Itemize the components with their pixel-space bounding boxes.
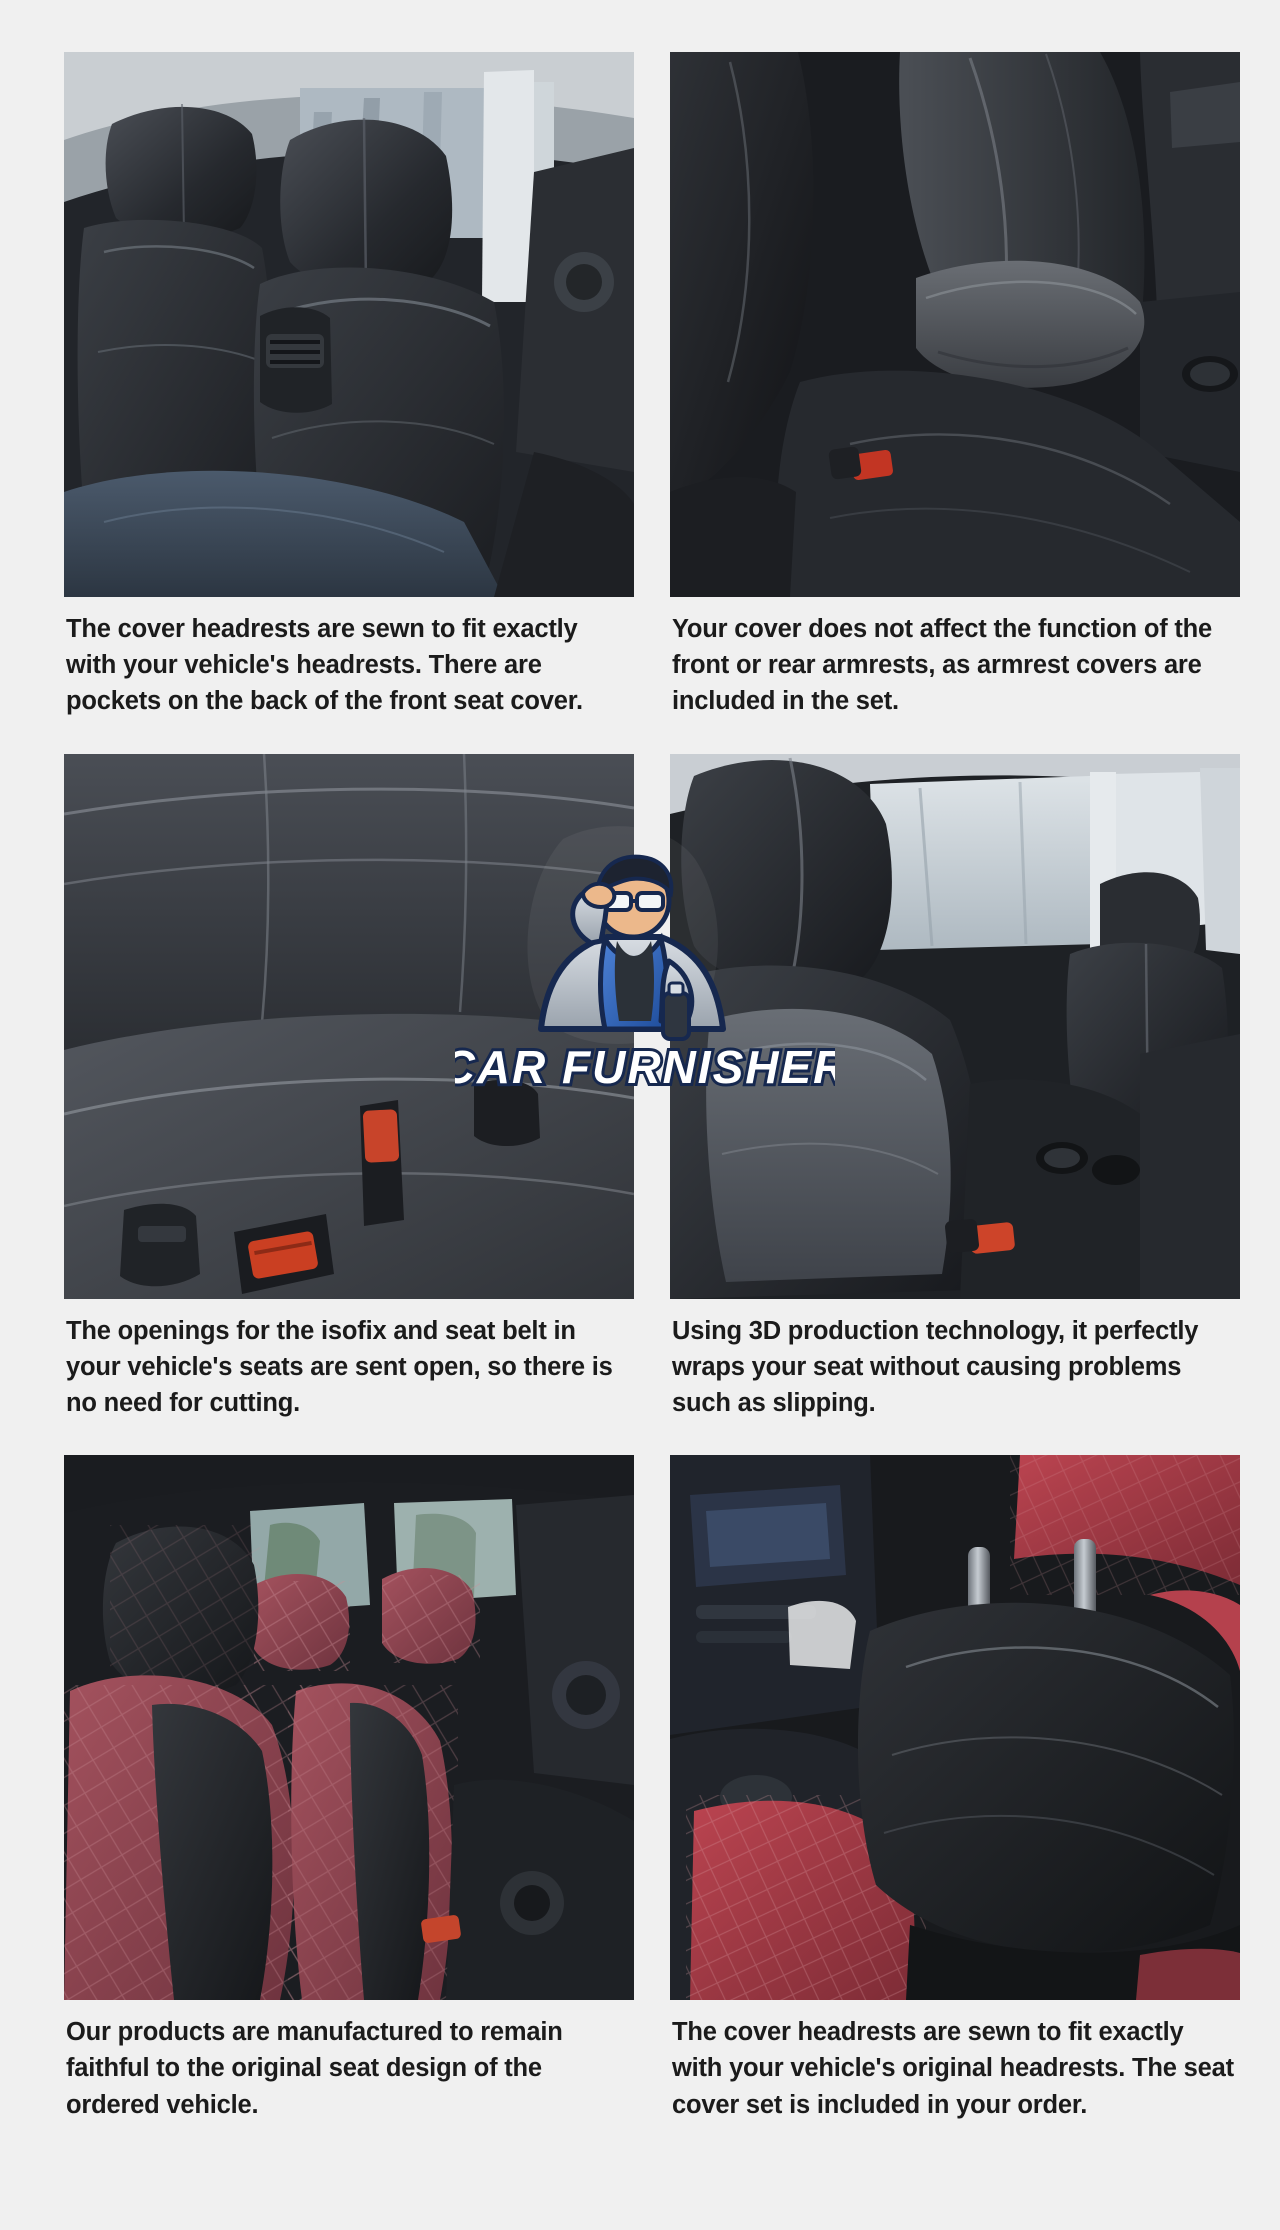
caption-6: The cover headrests are sewn to fit exactly with your vehicle's original headrests. The seat cover set is included in your order. xyxy=(672,2018,1234,2119)
rear-seat-headrest-pockets-photo xyxy=(64,52,634,597)
3d-production-front-seats-photo xyxy=(670,754,1240,1299)
caption-4: Using 3D production technology, it perfectly wraps your seat without causing problems such as slipping. xyxy=(672,1316,1199,1418)
watermark-text: CAR FURNISHER xyxy=(455,1041,835,1093)
headrest-detail-red-black-photo xyxy=(670,1455,1240,2000)
feature-grid xyxy=(64,52,1234,2157)
caption-1: The cover headrests are sewn to fit exactly with your vehicle's headrests. There are pockets on the back of the front seat cover. xyxy=(66,615,583,716)
feature-cell-2 xyxy=(670,52,1240,754)
caption-3: The openings for the isofix and seat belt in your vehicle's seats are sent open, so there is no need for cutting. xyxy=(66,1316,613,1418)
caption-2: Your cover does not affect the function of the front or rear armrests, as armrest covers are included in the set. xyxy=(672,615,1213,716)
feature-cell-3 xyxy=(64,754,634,1456)
feature-cell-6 xyxy=(670,1455,1240,2157)
front-armrest-cover-photo xyxy=(670,52,1240,597)
isofix-seatbelt-openings-photo xyxy=(64,754,634,1299)
feature-cell-4 xyxy=(670,754,1240,1456)
diamond-quilted-red-seats-photo xyxy=(64,1455,634,2000)
feature-cell-5 xyxy=(64,1455,634,2157)
feature-cell-1 xyxy=(64,52,634,754)
caption-5: Our products are manufactured to remain faithful to the original seat design of the ordered vehicle. xyxy=(66,2018,563,2119)
